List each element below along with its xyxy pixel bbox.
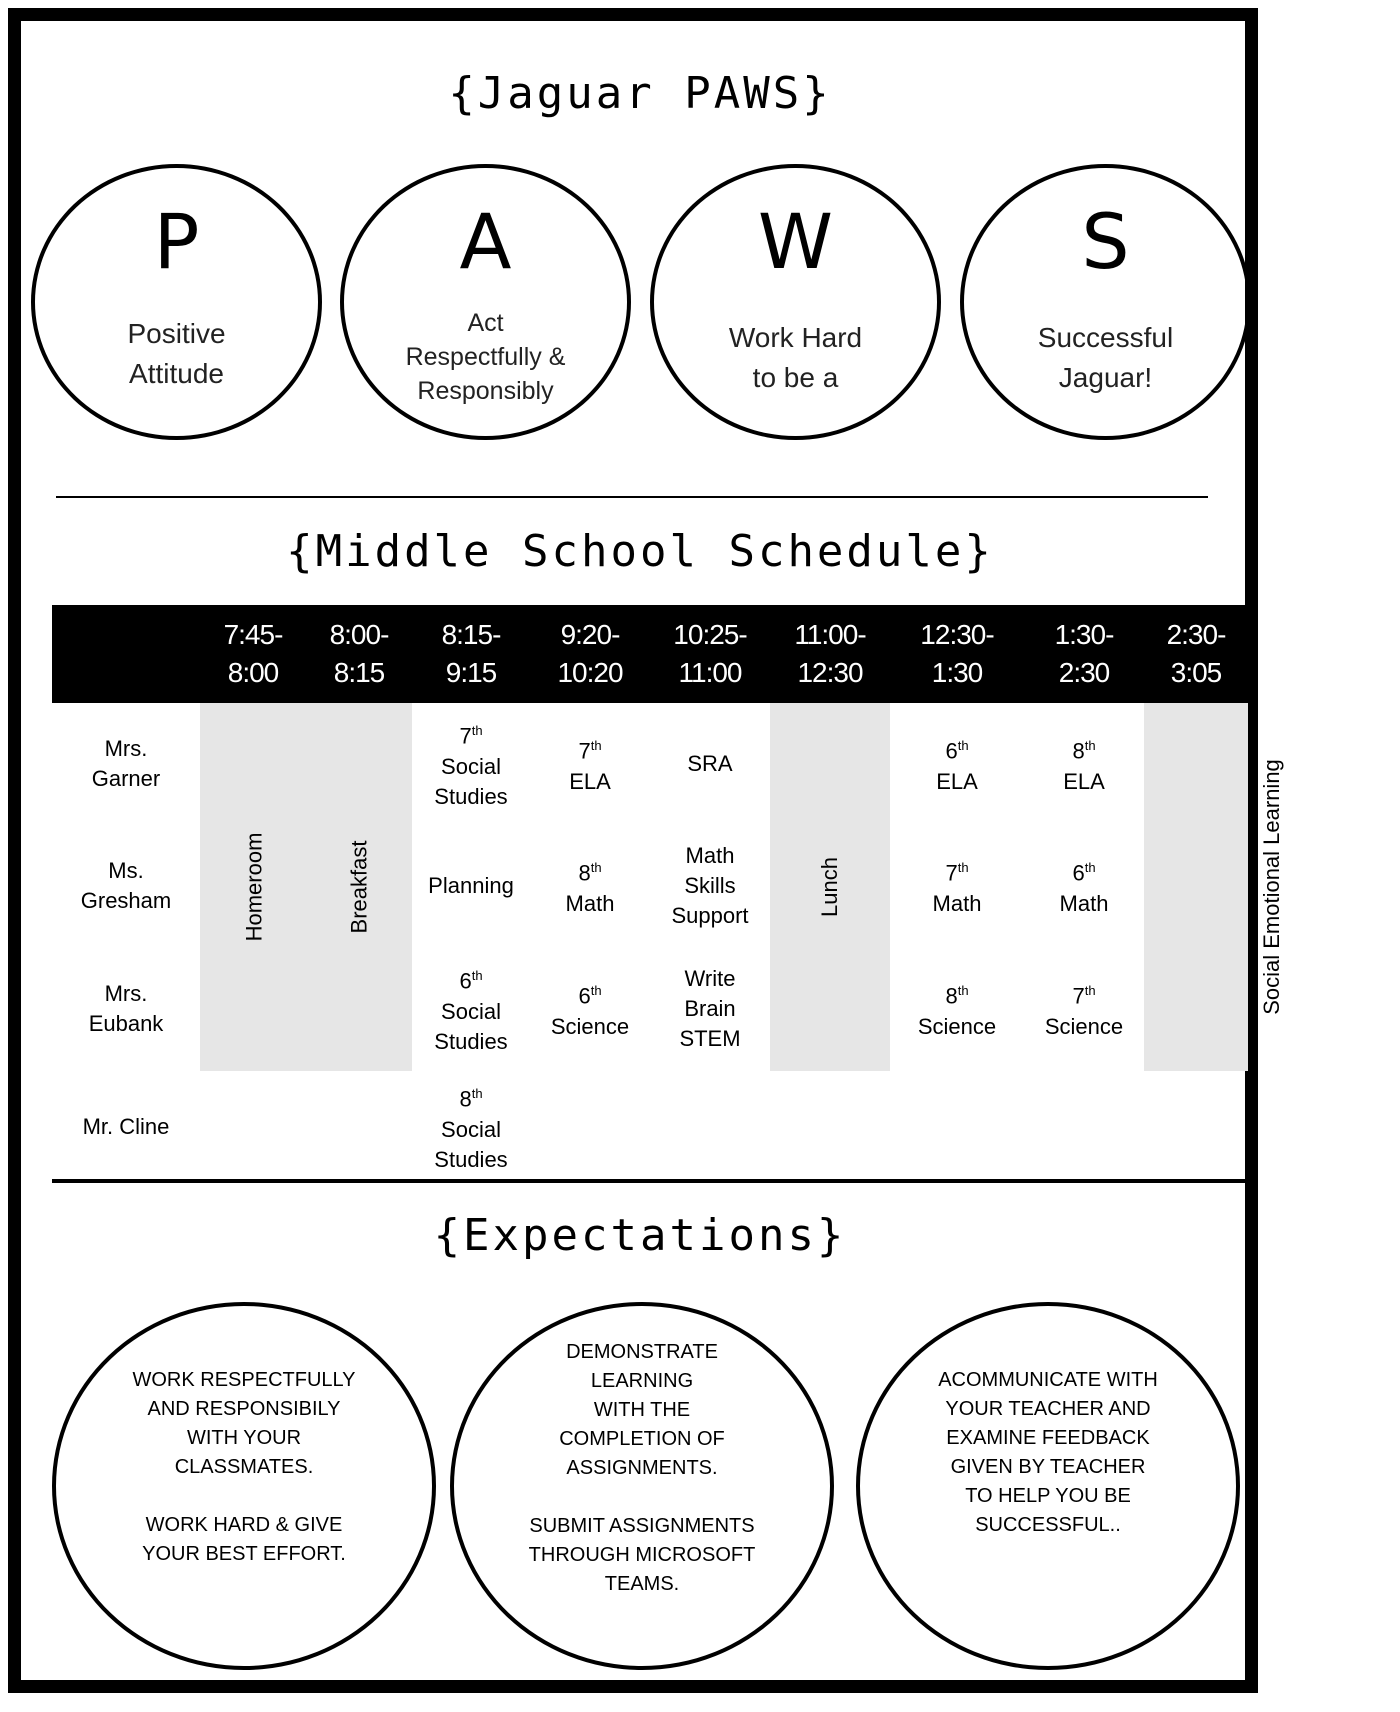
time-end: 9:15 [445, 657, 497, 688]
grade-suffix: th [957, 983, 969, 999]
subject-line: Science [550, 1013, 630, 1039]
time-header [306, 605, 412, 703]
expectation-circle-3 [856, 1302, 1240, 1670]
time-header [1024, 605, 1144, 703]
expectations-title: {Expectations} [433, 1210, 847, 1261]
expectation-line: YOUR BEST EFFORT. [142, 1543, 346, 1565]
teacher-name [52, 947, 200, 1071]
teacher-name-line: Mrs. [104, 736, 148, 761]
expectation-line: COMPLETION OF [559, 1428, 725, 1450]
time-end: 10:20 [557, 657, 623, 688]
paws-letter-p: P [153, 197, 200, 286]
paws-title: {Jaguar PAWS} [448, 68, 832, 119]
time-header [770, 605, 890, 703]
empty-cell [890, 1071, 1024, 1183]
class-cell [890, 703, 1024, 825]
time-start: 1:30- [1054, 619, 1114, 650]
grade-suffix: th [957, 860, 969, 876]
paws-text-line: Act [467, 309, 504, 337]
teacher-row-garner [52, 703, 1248, 825]
expectation-circle-2 [450, 1302, 834, 1670]
time-header [530, 605, 650, 703]
paws-circle-p [31, 164, 322, 440]
expectation-line: EXAMINE FEEDBACK [946, 1427, 1150, 1449]
homeroom-label: Homeroom [241, 832, 267, 942]
paws-circle-s [960, 164, 1251, 440]
empty-cell [306, 1071, 412, 1183]
expectation-line: DEMONSTRATE [566, 1341, 718, 1363]
time-end: 8:00 [227, 657, 279, 688]
empty-cell [770, 1071, 890, 1183]
subject-line: Social [441, 998, 501, 1024]
grade-suffix: th [1084, 860, 1096, 876]
empty-cell [1144, 1071, 1248, 1183]
grade-suffix: th [590, 738, 602, 754]
empty-cell [650, 1071, 770, 1183]
subject-line: ELA [569, 768, 611, 794]
class-cell [650, 947, 770, 1071]
paws-text-line: Responsibly [417, 377, 554, 405]
expectation-line [86, 1482, 402, 1511]
expectation-line: AND RESPONSIBILY [147, 1398, 341, 1420]
expectation-line [484, 1483, 800, 1512]
subject-line: Support [671, 903, 749, 928]
class-cell [1024, 703, 1144, 825]
time-start: 8:15- [441, 619, 501, 650]
expectation-line: WITH THE [593, 1399, 691, 1421]
class-cell [650, 703, 770, 825]
paws-circle-w [650, 164, 941, 440]
schedule-title: {Middle School Schedule} [286, 526, 994, 577]
empty-cell [530, 1071, 650, 1183]
section-divider [56, 496, 1208, 498]
teacher-name-line: Garner [91, 766, 161, 791]
grade-suffix: th [590, 860, 602, 876]
expectation-circle-1 [52, 1302, 436, 1670]
empty-cell [200, 1071, 306, 1183]
subject-line: Planning [428, 873, 514, 898]
grade-suffix: th [1084, 738, 1096, 754]
time-end: 3:05 [1170, 657, 1222, 688]
subject-line: Social [441, 1116, 501, 1142]
expectation-line: GIVEN BY TEACHER [950, 1456, 1146, 1478]
subject-line: SRA [687, 751, 733, 776]
subject-line: Social [441, 753, 501, 779]
expectation-line: ASSIGNMENTS. [566, 1457, 718, 1479]
subject-line: Write [684, 966, 736, 991]
sel-label: Social Emotional Learning [1258, 759, 1284, 1015]
time-start: 10:25- [673, 619, 747, 650]
class-cell [412, 703, 530, 825]
class-cell [412, 1071, 530, 1183]
teacher-name [52, 703, 200, 825]
grade-suffix: th [471, 723, 483, 739]
expectation-line: SUCCESSFUL.. [975, 1514, 1121, 1536]
subject-line: Math [932, 890, 982, 916]
teacher-name-line: Gresham [80, 888, 172, 913]
schedule-table [52, 605, 1284, 1183]
breakfast-cell [306, 703, 412, 1071]
grade-number: 8 [459, 1086, 472, 1112]
time-end: 12:30 [797, 657, 863, 688]
teacher-name-line: Mr. Cline [82, 1114, 170, 1139]
header-blank [52, 605, 200, 703]
grade-number: 7 [945, 860, 958, 886]
expectation-line: TEAMS. [604, 1573, 680, 1595]
grade-suffix: th [1084, 983, 1096, 999]
expectation-line: WORK HARD & GIVE [145, 1514, 343, 1536]
subject-line: Brain [684, 996, 736, 1021]
expectation-line: LEARNING [590, 1370, 694, 1392]
class-cell [530, 825, 650, 947]
subject-line: Studies [434, 783, 508, 809]
grade-number: 6 [945, 738, 958, 764]
teacher-name [52, 825, 200, 947]
class-cell [1024, 947, 1144, 1071]
grade-suffix: th [957, 738, 969, 754]
subject-line: Math [565, 890, 615, 916]
subject-line: Math [685, 843, 735, 868]
expectation-line: WORK RESPECTFULLY [132, 1369, 356, 1391]
teacher-name [52, 1071, 200, 1183]
time-header [890, 605, 1024, 703]
grade-number: 7 [1072, 983, 1085, 1009]
expectation-line: TO HELP YOU BE [965, 1485, 1131, 1507]
expectation-line: THROUGH MICROSOFT [528, 1544, 756, 1566]
time-start: 9:20- [560, 619, 620, 650]
lunch-label: Lunch [816, 857, 842, 917]
class-cell [1024, 825, 1144, 947]
paws-text-line: Successful [1037, 322, 1174, 353]
expectation-line: CLASSMATES. [174, 1456, 314, 1478]
teacher-name-line: Mrs. [104, 981, 148, 1006]
grade-number: 6 [459, 968, 472, 994]
paws-letter-s: S [1081, 197, 1130, 286]
schedule-header-row [52, 605, 1248, 703]
section-divider [52, 1179, 1248, 1183]
subject-line: ELA [936, 768, 978, 794]
grade-number: 7 [578, 738, 591, 764]
paws-letter-a: A [459, 197, 512, 286]
subject-line: Math [1059, 890, 1109, 916]
grade-suffix: th [471, 968, 483, 984]
time-start: 2:30- [1166, 619, 1226, 650]
class-cell [890, 825, 1024, 947]
teacher-name-line: Ms. [108, 858, 144, 883]
homeroom-cell [200, 703, 306, 1071]
time-header [650, 605, 770, 703]
paws-text-line: Positive [127, 318, 226, 349]
grade-suffix: th [590, 983, 602, 999]
grade-number: 8 [578, 860, 591, 886]
breakfast-label: Breakfast [346, 840, 371, 934]
lunch-cell [770, 703, 890, 1071]
class-cell [650, 825, 770, 947]
sel-cell [1144, 703, 1284, 1071]
paws-text-line: Attitude [129, 358, 224, 389]
time-end: 11:00 [678, 657, 742, 688]
time-end: 2:30 [1058, 657, 1110, 688]
time-header [200, 605, 306, 703]
paws-letter-w: W [757, 197, 834, 286]
time-start: 8:00- [329, 619, 389, 650]
paws-text-line: Work Hard [728, 322, 863, 353]
grade-number: 8 [945, 983, 958, 1009]
class-cell [530, 703, 650, 825]
subject-line: Skills [684, 873, 736, 898]
time-header [412, 605, 530, 703]
time-start: 11:00- [794, 619, 866, 650]
paws-text-line: Jaguar! [1058, 362, 1153, 393]
expectation-line: YOUR TEACHER AND [945, 1398, 1151, 1420]
grade-number: 8 [1072, 738, 1085, 764]
subject-line: Science [917, 1013, 997, 1039]
paws-text-line: Respectfully & [405, 343, 566, 371]
time-start: 7:45- [223, 619, 283, 650]
time-start: 12:30- [920, 619, 994, 650]
expectation-line: ACOMMUNICATE WITH [938, 1369, 1158, 1391]
paws-circle-a [340, 164, 631, 440]
grade-number: 6 [1072, 860, 1085, 886]
time-end: 8:15 [333, 657, 385, 688]
expectation-line: SUBMIT ASSIGNMENTS [529, 1515, 755, 1537]
grade-number: 6 [578, 983, 591, 1009]
time-header [1144, 605, 1248, 703]
expectation-line: WITH YOUR [186, 1427, 302, 1449]
paws-text-line: to be a [752, 362, 839, 393]
subject-line: Studies [434, 1028, 508, 1054]
class-cell [530, 947, 650, 1071]
teacher-name-line: Eubank [88, 1011, 164, 1036]
subject-line: ELA [1063, 768, 1105, 794]
class-cell [412, 947, 530, 1071]
empty-cell [1024, 1071, 1144, 1183]
subject-line: Science [1044, 1013, 1124, 1039]
class-cell [412, 825, 530, 947]
grade-number: 7 [459, 723, 472, 749]
subject-line: STEM [679, 1026, 741, 1051]
subject-line: Studies [434, 1146, 508, 1172]
grade-suffix: th [471, 1086, 483, 1102]
class-cell [890, 947, 1024, 1071]
teacher-row-cline [52, 1071, 1248, 1183]
time-end: 1:30 [931, 657, 983, 688]
